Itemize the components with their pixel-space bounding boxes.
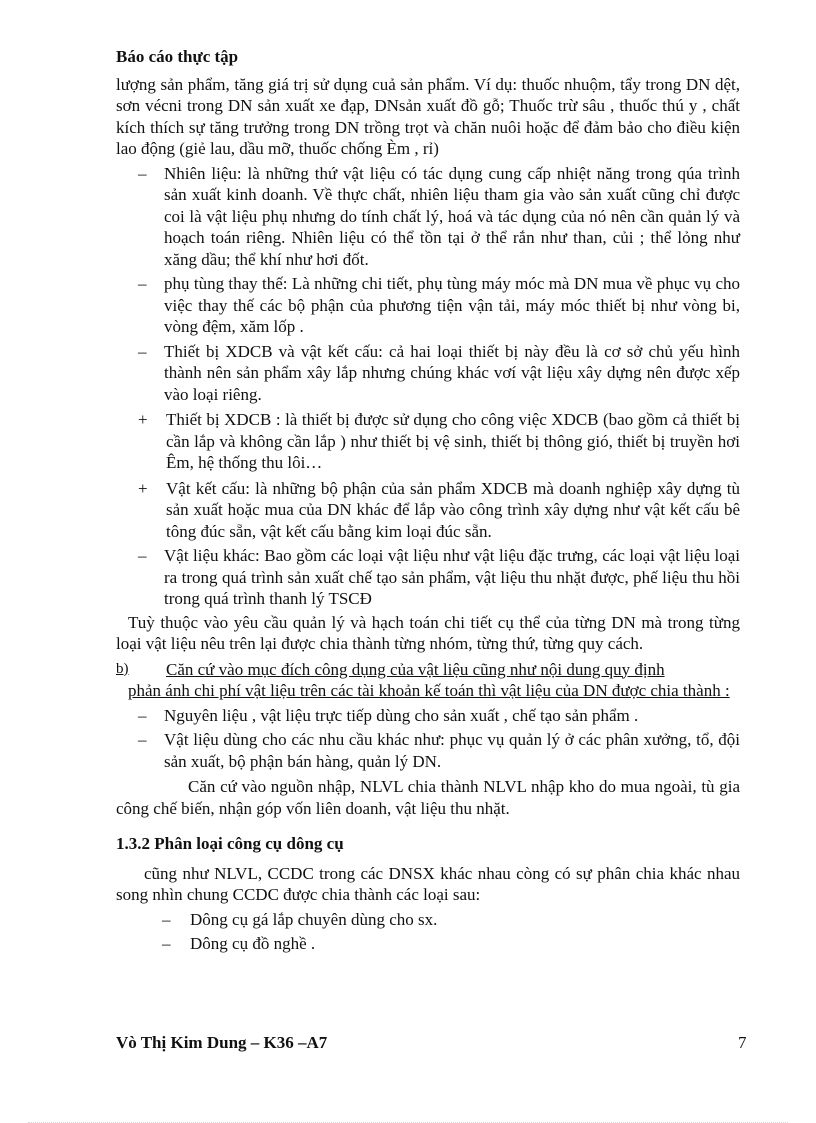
list-item-text: Nguyên liệu , vật liệu trực tiếp dùng cho sản xuất , chế tạo sản phẩm . (164, 705, 639, 725)
dash-bullet: – (138, 546, 147, 565)
plus-bullet: + (138, 410, 148, 429)
list-item-text: Nhiên liệu: là những thứ vật liệu có tác dụng cung cấp nhiệt năng trong qúa trình sản xuất kinh doanh. Về thực chất, nhiên liệu tham gia vào sản xuất cũng chỉ được coi là vật liệu phụ nhưng do tính chất lý, hoá và tác dụng của nó nên cần quản lý và hoạch toán riêng. Nhiên liệu có thể tồn tại ở thể rắn như than, củi ; thể lỏng như xăng dầu; thể khí như hơi đốt. (164, 163, 740, 269)
footer-author: Vò Thị Kim Dung – K36 –A7 (116, 1033, 328, 1052)
sub-list-item (116, 409, 740, 474)
point-b-first-line: Căn cứ vào mục đích công dụng của vật liệu cũng như nội dung quy định (166, 659, 665, 679)
list-item (116, 341, 740, 406)
list-item (116, 705, 740, 727)
list-item-text: Thiết bị XDCB và vật kết cấu: cả hai loại thiết bị này đều là cơ sở chủ yếu hình thành nên sản phẩm xây lắp nhưng chúng khác vơí vật liệu xây dựng nên được xếp vào loại riêng. (164, 341, 740, 404)
dash-bullet: – (138, 163, 147, 183)
sub-list-item-text: Thiết bị XDCB : là thiết bị được sử dụng cho công việc XDCB (bao gồm cả thiết bị cần lắp và không cần lắp ) như thiết bị vệ sinh, thiết bị thông gió, thiết bị truyền hơi Êm, hệ thống thu lôi… (166, 410, 740, 472)
section-heading: 1.3.2 Phân loại công cụ dông cụ (116, 834, 344, 853)
document-page (116, 46, 740, 955)
dash-bullet: – (138, 274, 147, 293)
list-item-text: Dông cụ gá lắp chuyên dùng cho sx. (190, 909, 438, 929)
point-b (116, 659, 740, 681)
point-b-continuation: phản ánh chi phí vật liệu trên các tài khoản kế toán thì vật liệu của DN được chia thành : (128, 681, 730, 700)
list-item-text: Vật liệu dùng cho các nhu cầu khác như: phục vụ quản lý ở các phân xưởng, tổ, đội sản xuất, bộ phận bán hàng, quản lý DN. (164, 730, 740, 771)
dash-bullet: – (138, 730, 147, 749)
intro-paragraph: lượng sản phẩm, tăng giá trị sử dụng cuả sản phẩm. Ví dụ: thuốc nhuộm, tẩy trong DN dệt, sơn vécni trong DN sản xuất xe đạp, DNsản xuất đồ gỗ; Thuốc trừ sâu , thuốc thú y , chất kích thích sự tăng trưởng trong DN trồng trọt và chăn nuôi hoặc để đảm bảo cho điều kiện lao động (giẻ lau, dầu mỡ, thuốc chống Èm , rỉ) (116, 74, 740, 158)
page-number: 7 (738, 1033, 747, 1052)
list-item-text: Vật liệu khác: Bao gồm các loại vật liệu như vật liệu đặc trưng, các loại vật liệu loại ra trong quá trình sản xuất chế tạo sản phẩm, vật liệu thu nhặt được, phế liệu thu hồi trong quá trình thanh lý TSCĐ (164, 546, 740, 608)
dash-bullet: – (138, 705, 147, 725)
report-header: Báo cáo thực tập (116, 47, 239, 66)
list-item-text: Dông cụ đồ nghề . (190, 934, 316, 953)
list-item (116, 163, 740, 271)
sub-list-item (116, 478, 740, 543)
list-item (116, 909, 740, 931)
dash-bullet: – (162, 909, 171, 929)
dash-bullet: – (162, 934, 171, 953)
dash-bullet: – (138, 341, 147, 361)
page-footer (116, 1032, 746, 1054)
sub-list-item-text: Vật kết cấu: là những bộ phận của sản phẩm XDCB mà doanh nghiệp xây dựng tù sản xuất hoặc mua của DN khác để lắp vào công trình xây dựng như vật kết cấu bê tông đúc sẵn, vật kết cấu bằng kim loại đúc sẵn. (166, 478, 740, 541)
list-item (116, 273, 740, 338)
grouping-paragraph: Tuỳ thuộc vào yêu cầu quản lý và hạch toán chi tiết cụ thể của từng DN mà trong từng loại vật liệu nêu trên lại được chia thành từng nhóm, từng thứ, từng quy cách. (116, 612, 740, 653)
ccdc-paragraph: cũng như NLVL, CCDC trong các DNSX khác nhau còng có sự phân chia khác nhau song nhìn chung CCDC được chia thành các loại sau: (116, 863, 740, 904)
list-item (116, 545, 740, 610)
source-paragraph: Căn cứ vào nguồn nhập, NLVL chia thành NLVL nhập kho do mua ngoài, tù gia công chế biến, nhận góp vốn liên doanh, vật liệu thu nhặt. (116, 777, 740, 818)
list-item (116, 933, 740, 955)
list-item (116, 729, 740, 772)
point-b-marker: b) (116, 660, 129, 677)
plus-bullet: + (138, 478, 148, 498)
list-item-text: phụ tùng thay thế: Là những chi tiết, phụ tùng máy móc mà DN mua về phục vụ cho việc thay thế các bộ phận của phương tiện vận tải, máy móc thiết bị như vòng bi, vòng đệm, xăm lốp . (164, 274, 740, 336)
